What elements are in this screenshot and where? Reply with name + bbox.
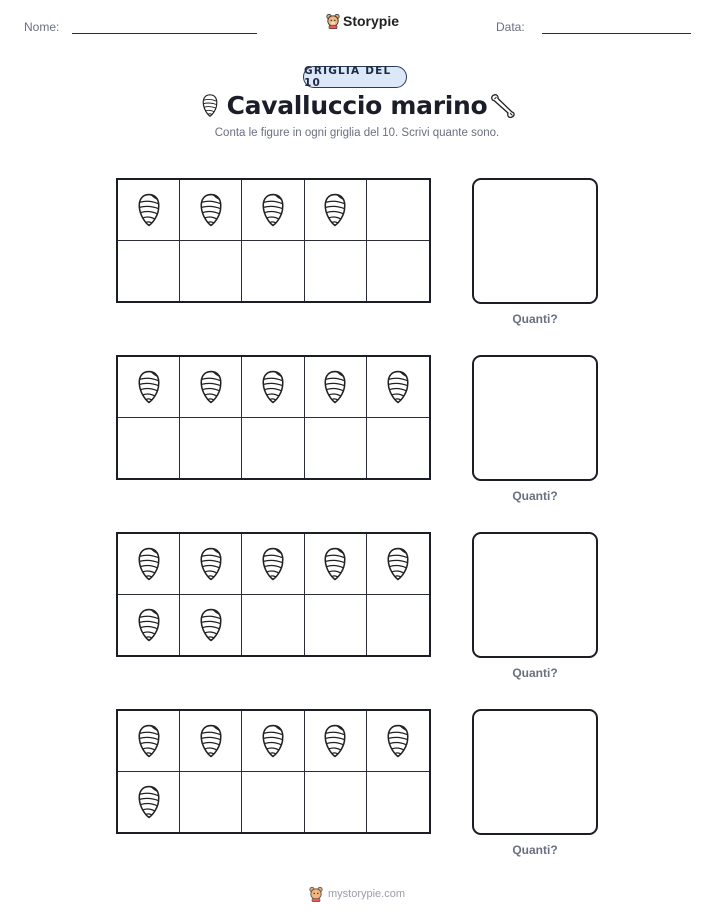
ten-frame-cell xyxy=(180,241,242,302)
seahorse-icon xyxy=(136,369,162,405)
ten-frame-1 xyxy=(116,178,431,303)
ten-frame-cell xyxy=(180,534,242,595)
brand-logo xyxy=(326,13,399,29)
answer-box-2[interactable] xyxy=(472,355,598,481)
seahorse-icon xyxy=(322,723,348,759)
seahorse-icon xyxy=(322,546,348,582)
date-line[interactable] xyxy=(542,33,691,34)
ten-frame-cell xyxy=(180,418,242,479)
ten-frame-cell xyxy=(242,772,304,833)
ten-frame-cell xyxy=(118,241,180,302)
ten-frame-4 xyxy=(116,709,431,834)
instructions: Conta le figure in ogni griglia del 10. Scrivi quante sono. xyxy=(214,127,500,139)
ten-frame-cell xyxy=(367,180,429,241)
worksheet-badge: GRIGLIA DEL 10 xyxy=(303,66,407,88)
footer xyxy=(0,886,714,902)
ten-frame-cell xyxy=(305,418,367,479)
ten-frame-cell xyxy=(118,595,180,656)
seahorse-icon xyxy=(198,723,224,759)
answer-box-1[interactable] xyxy=(472,178,598,304)
seahorse-icon xyxy=(488,91,518,121)
ten-frame-cell xyxy=(367,711,429,772)
page-title: Cavalluccio marino xyxy=(226,91,488,120)
ten-frame-cell xyxy=(180,595,242,656)
seahorse-icon xyxy=(260,546,286,582)
seahorse-icon xyxy=(385,546,411,582)
ten-frame-cell xyxy=(305,534,367,595)
answer-label-1: Quanti? xyxy=(512,312,558,326)
ten-frame-cell xyxy=(180,180,242,241)
ten-frame-cell xyxy=(242,180,304,241)
ten-frame-cell xyxy=(180,357,242,418)
ten-frame-cell xyxy=(180,711,242,772)
seahorse-icon xyxy=(136,607,162,643)
ten-frame-cell xyxy=(242,711,304,772)
ten-frame-cell xyxy=(180,772,242,833)
footer-url[interactable]: mystorypie.com xyxy=(327,888,406,900)
ten-frame-cell xyxy=(305,772,367,833)
ten-frame-cell xyxy=(305,180,367,241)
answer-label-2: Quanti? xyxy=(512,489,558,503)
ten-frame-cell xyxy=(242,595,304,656)
seahorse-icon xyxy=(322,192,348,228)
ten-frame-cell xyxy=(305,357,367,418)
ten-frame-2 xyxy=(116,355,431,480)
seahorse-icon xyxy=(322,369,348,405)
ten-frame-cell xyxy=(367,357,429,418)
ten-frame-cell xyxy=(242,534,304,595)
seahorse-icon xyxy=(136,723,162,759)
seahorse-icon xyxy=(198,369,224,405)
ten-frame-cell xyxy=(118,772,180,833)
ten-frame-cell xyxy=(367,241,429,302)
brand-name: Storypie xyxy=(343,13,400,29)
ten-frame-cell xyxy=(242,241,304,302)
ten-frame-cell xyxy=(305,241,367,302)
name-label: Nome: xyxy=(24,20,60,34)
answer-label-4: Quanti? xyxy=(512,843,558,857)
ten-frame-cell xyxy=(367,772,429,833)
storypie-bear-icon xyxy=(326,13,340,29)
ten-frame-3 xyxy=(116,532,431,657)
ten-frame-cell xyxy=(242,418,304,479)
answer-box-3[interactable] xyxy=(472,532,598,658)
seahorse-icon xyxy=(136,192,162,228)
seahorse-icon xyxy=(198,192,224,228)
ten-frame-cell xyxy=(305,711,367,772)
seahorse-icon xyxy=(136,784,162,820)
ten-frame-cell xyxy=(118,534,180,595)
seahorse-icon xyxy=(385,723,411,759)
answer-box-4[interactable] xyxy=(472,709,598,835)
ten-frame-cell xyxy=(367,534,429,595)
seahorse-icon xyxy=(260,192,286,228)
seahorse-icon xyxy=(260,723,286,759)
name-line[interactable] xyxy=(72,33,257,34)
ten-frame-cell xyxy=(118,418,180,479)
seahorse-icon xyxy=(260,369,286,405)
seahorse-icon xyxy=(198,607,224,643)
ten-frame-cell xyxy=(367,595,429,656)
seahorse-icon xyxy=(385,369,411,405)
ten-frame-cell xyxy=(118,357,180,418)
seahorse-icon xyxy=(136,546,162,582)
ten-frame-cell xyxy=(118,180,180,241)
seahorse-icon xyxy=(198,546,224,582)
ten-frame-cell xyxy=(367,418,429,479)
ten-frame-cell xyxy=(305,595,367,656)
date-label: Data: xyxy=(496,20,525,34)
ten-frame-cell xyxy=(242,357,304,418)
storypie-bear-icon xyxy=(309,886,323,902)
answer-label-3: Quanti? xyxy=(512,666,558,680)
ten-frame-cell xyxy=(118,711,180,772)
